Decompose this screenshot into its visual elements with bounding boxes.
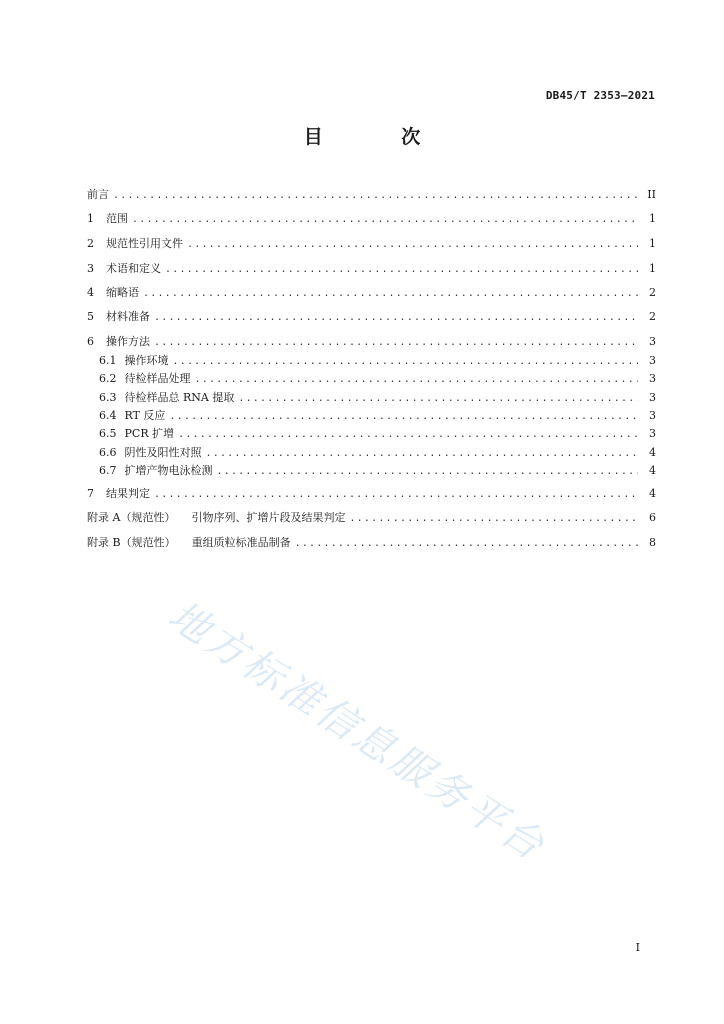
toc-entry-page: 3: [649, 391, 656, 404]
toc-entry-label: [99, 409, 165, 423]
toc-entry[interactable]: [87, 536, 656, 551]
toc-entry[interactable]: [99, 372, 656, 387]
toc-entry-label: [99, 446, 202, 460]
toc-entry[interactable]: [87, 237, 656, 252]
toc-entry-title: 结果判定: [106, 487, 150, 500]
toc-leader-dots: [169, 410, 638, 424]
toc-entry[interactable]: [87, 188, 656, 203]
toc-entry-number: 6.5: [99, 427, 117, 440]
toc-entry[interactable]: [87, 487, 656, 502]
toc-entry-title: 阴性及阳性对照: [124, 446, 202, 459]
toc-entry-title: PCR 扩增: [124, 427, 175, 440]
toc-leader-dots: [349, 512, 638, 526]
toc-entry-page: 4: [649, 487, 656, 500]
toc-leader-dots: [154, 311, 638, 325]
toc-entry-number: 4: [87, 286, 94, 299]
toc-entry-label: [99, 372, 191, 386]
toc-entry-title: 缩略语: [106, 286, 139, 299]
toc-entry-page: 2: [649, 286, 656, 299]
toc-entry-title: 前言: [87, 188, 109, 201]
toc-entry-page: II: [647, 188, 656, 201]
toc-entry-title: 范围: [106, 212, 128, 225]
toc-leader-dots: [173, 355, 639, 369]
toc-entry[interactable]: [87, 511, 656, 526]
toc-entry-number: 1: [87, 212, 94, 225]
toc-leader-dots: [217, 465, 639, 479]
toc-entry[interactable]: [87, 286, 656, 301]
toc-entry[interactable]: [99, 409, 656, 424]
toc-entry[interactable]: [87, 262, 656, 277]
toc-entry[interactable]: [99, 354, 656, 369]
toc-entry-number: 2: [87, 237, 94, 250]
toc-entry-number: 6.4: [99, 409, 117, 422]
toc-entry-number: 附录 B（规范性）: [87, 536, 176, 549]
toc-entry-number: 6.2: [99, 372, 117, 385]
toc-entry-number: 7: [87, 487, 94, 500]
toc-entry-page: 1: [649, 212, 656, 225]
toc-entry-number: 6.3: [99, 391, 117, 404]
toc-entry[interactable]: [99, 446, 656, 461]
toc-entry-label: [87, 262, 161, 276]
toc-leader-dots: [113, 189, 638, 203]
toc-entry-title: 规范性引用文件: [106, 237, 183, 250]
toc-entry-label: [87, 536, 291, 550]
toc-leader-dots: [238, 392, 638, 406]
toc-entry-label: [99, 354, 169, 368]
toc-entry-label: [99, 464, 213, 478]
toc-entry-page: 2: [649, 310, 656, 323]
toc-entry-number: 3: [87, 262, 94, 275]
toc-entry-label: [87, 335, 150, 349]
toc-entry-label: [99, 391, 234, 405]
toc-leader-dots: [206, 447, 639, 461]
toc-entry[interactable]: [99, 464, 656, 479]
toc-entry-label: [87, 511, 345, 525]
toc-entry-page: 6: [649, 511, 656, 524]
toc-entry-label: [87, 188, 109, 202]
toc-entry-title: 待检样品总 RNA 提取: [124, 391, 235, 404]
toc-entry[interactable]: [99, 427, 656, 442]
watermark: 地方标准信息服务平台: [160, 592, 555, 871]
toc-entry-page: 3: [649, 335, 656, 348]
toc-entry-page: 3: [649, 427, 656, 440]
toc-entry-label: [87, 212, 128, 226]
toc-entry-number: 6: [87, 335, 94, 348]
toc-entry-title: 术语和定义: [106, 262, 161, 275]
toc-entry-number: 附录 A（规范性）: [87, 511, 176, 524]
toc-entry-title: 材料准备: [106, 310, 150, 323]
toc-leader-dots: [295, 537, 638, 551]
page-number: I: [635, 941, 640, 954]
document-code: DB45/T 2353—2021: [545, 89, 655, 102]
toc-entry-page: 3: [649, 409, 656, 422]
toc-entry-title: 引物序列、扩增片段及结果判定: [191, 511, 346, 524]
toc-entry-title: 操作环境: [124, 354, 169, 367]
toc-entry-number: 5: [87, 310, 94, 323]
toc-entry-page: 3: [649, 354, 656, 367]
toc-entry-page: 1: [649, 262, 656, 275]
toc-entry-number: 6.7: [99, 464, 117, 477]
toc-entry-page: 1: [649, 237, 656, 250]
toc-entry[interactable]: [87, 310, 656, 325]
toc-entry-title: RT 反应: [124, 409, 166, 422]
toc-leader-dots: [154, 488, 638, 502]
toc-entry-label: [87, 310, 150, 324]
toc-entry-page: 4: [649, 446, 656, 459]
toc-entry-page: 8: [649, 536, 656, 549]
toc-entry-title: 重组质粒标准品制备: [191, 536, 291, 549]
toc-leader-dots: [165, 263, 638, 277]
toc-leader-dots: [154, 336, 638, 350]
toc-leader-dots: [195, 373, 639, 387]
toc-entry-number: 6.1: [99, 354, 117, 367]
toc-entry-label: [87, 286, 139, 300]
toc-entry-title: 操作方法: [106, 335, 150, 348]
toc-entry-number: 6.6: [99, 446, 117, 459]
toc-entry-label: [87, 237, 183, 251]
toc-entry[interactable]: [87, 212, 656, 227]
toc-entry[interactable]: [87, 335, 656, 350]
toc-leader-dots: [178, 428, 638, 442]
toc-leader-dots: [187, 238, 638, 252]
toc-entry[interactable]: [99, 391, 656, 406]
toc-entry-title: 扩增产物电泳检测: [124, 464, 213, 477]
toc-entry-page: 4: [649, 464, 656, 477]
toc-entry-label: [87, 487, 150, 501]
toc-leader-dots: [132, 213, 638, 227]
toc-entry-label: [99, 427, 174, 441]
toc-entry-title: 待检样品处理: [124, 372, 191, 385]
toc-entry-page: 3: [649, 372, 656, 385]
toc-leader-dots: [143, 287, 638, 301]
page-title: 目 次: [303, 126, 457, 148]
